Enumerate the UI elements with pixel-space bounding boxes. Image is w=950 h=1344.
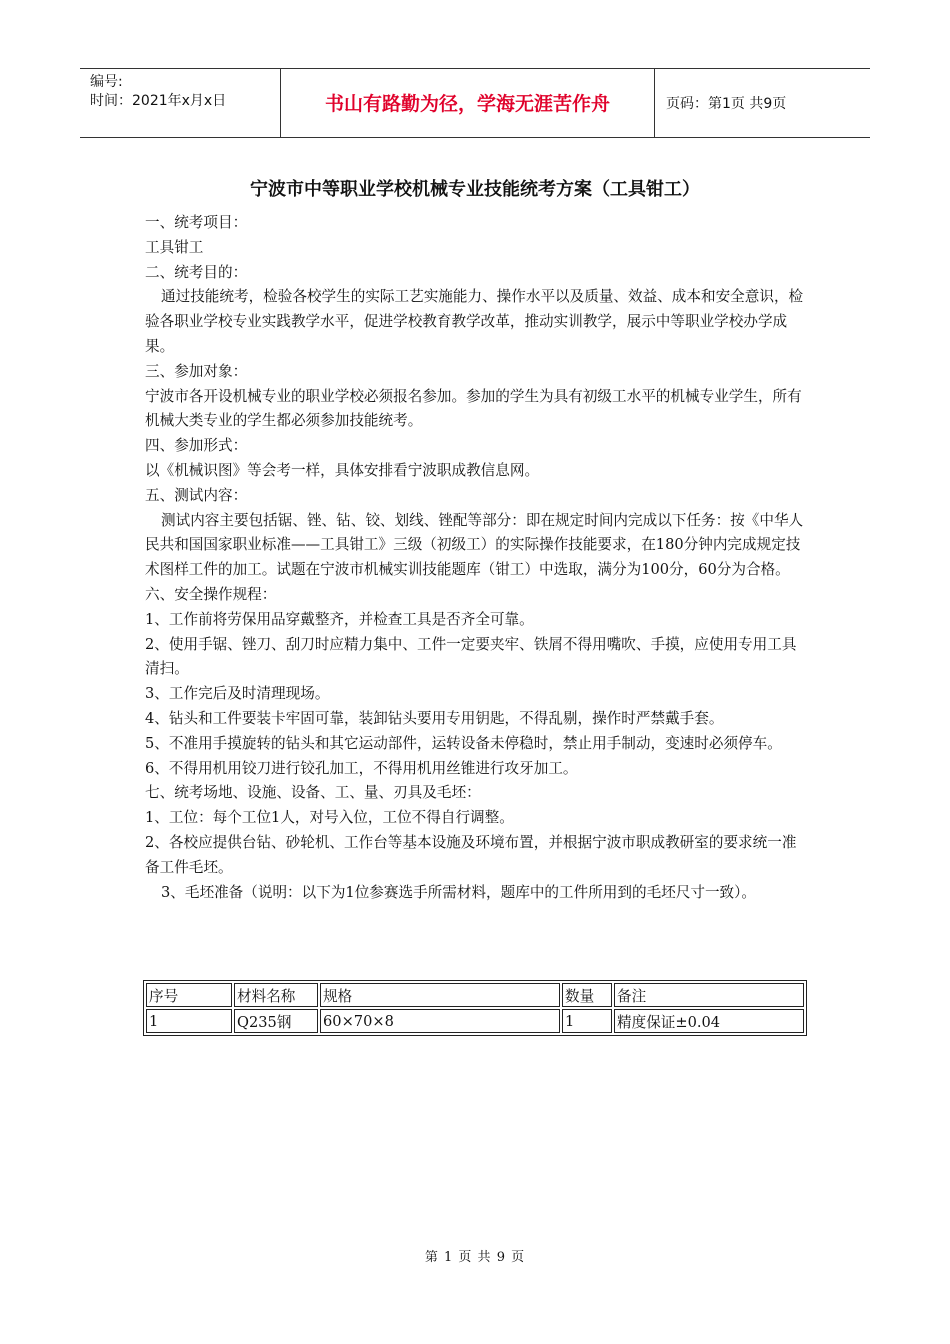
- paragraph: 通过技能统考，检验各校学生的实际工艺实施能力、操作水平以及质量、效益、成本和安全意识，检验各职业学校专业实践教学水平，促进学校教育教学改革，推动实训教学，展示中等职业学校办学成果。: [145, 288, 804, 355]
- list-item: 2、各校应提供台钻、砂轮机、工作台等基本设施及环境布置，并根据宁波市职成教研室的要求统一准备工件毛坯。: [145, 833, 797, 876]
- page-footer: 第 1 页 共 9 页: [424, 1250, 526, 1265]
- header-page-number: 页码：第1页 共9页: [666, 96, 787, 112]
- table-cell: Q235钢: [234, 1009, 318, 1033]
- table-header-row: [146, 983, 804, 1007]
- section-heading: 六、安全操作规程：: [145, 585, 277, 603]
- table-header-cell: 规格: [320, 983, 560, 1007]
- document-body: [145, 211, 807, 905]
- list-item: 6、不得用机用铰刀进行铰孔加工，不得用机用丝锥进行攻牙加工。: [145, 759, 578, 777]
- table-cell: 精度保证±0.04: [614, 1009, 804, 1033]
- table-header-cell: 备注: [614, 983, 804, 1007]
- header-divider: [654, 69, 655, 137]
- header-motto: 书山有路勤为径，学海无涯苦作舟: [324, 93, 610, 115]
- table-cell: 1: [146, 1009, 232, 1033]
- paragraph: 以《机械识图》等会考一样，具体安排看宁波职成教信息网。: [145, 461, 540, 479]
- table-cell: 60×70×8: [320, 1009, 560, 1033]
- material-table: [143, 980, 807, 1036]
- section-heading: 四、参加形式：: [145, 437, 248, 455]
- table-header-cell: 序号: [146, 983, 232, 1007]
- paragraph: 宁波市各开设机械专业的职业学校必须报名参加。参加的学生为具有初级工水平的机械专业学生，所有机械大类专业的学生都必须参加技能统考。: [145, 387, 802, 430]
- section-heading: 三、参加对象：: [145, 362, 248, 380]
- list-item: 2、使用手锯、锉刀、刮刀时应精力集中、工件一定要夹牢、铁屑不得用嘴吹、手摸，应使用专用工具清扫。: [145, 635, 797, 678]
- page-header: [80, 68, 870, 138]
- header-info: [90, 73, 226, 111]
- paragraph: 工具钳工: [145, 238, 204, 256]
- code-label: 编号:: [90, 74, 123, 90]
- table-cell: 1: [562, 1009, 612, 1033]
- section-heading: 二、统考目的：: [145, 263, 248, 281]
- list-item: 1、工位：每个工位1人，对号入位，工位不得自行调整。: [145, 809, 514, 827]
- table-header-cell: 材料名称: [234, 983, 318, 1007]
- table-row: [146, 1009, 804, 1033]
- section-heading: 五、测试内容：: [145, 486, 248, 504]
- list-item: 3、毛坯准备（说明：以下为1位参赛选手所需材料，题库中的工件所用到的毛坯尺寸一致）。: [161, 883, 757, 901]
- paragraph: 测试内容主要包括锯、锉、钻、铰、划线、锉配等部分：即在规定时间内完成以下任务：按《中华人民共和国国家职业标准——工具钳工》三级（初级工）的实际操作技能要求，在180分钟内完成规定技术图样工件的加工。试题在宁波市机械实训技能题库（钳工）中选取，满分为100分，60分为合格。: [145, 511, 804, 579]
- list-item: 3、工作完后及时清理现场。: [145, 685, 330, 703]
- section-heading: 一、统考项目：: [145, 214, 248, 231]
- list-item: 1、工作前将劳保用品穿戴整齐，并检查工具是否齐全可靠。: [145, 610, 534, 628]
- list-item: 5、不准用手摸旋转的钻头和其它运动部件，运转设备未停稳时，禁止用手制动，变速时必须停车。: [145, 734, 782, 752]
- list-item: 4、钻头和工件要装卡牢固可靠，装卸钻头要用专用钥匙，不得乱剔，操作时严禁戴手套。: [145, 709, 724, 727]
- section-heading: 七、统考场地、设施、设备、工、量、刃具及毛坯：: [145, 784, 481, 802]
- table-header-cell: 数量: [562, 983, 612, 1007]
- time-label: 时间：2021年x月x日: [90, 93, 227, 109]
- document-title: 宁波市中等职业学校机械专业技能统考方案（工具钳工）: [250, 179, 700, 200]
